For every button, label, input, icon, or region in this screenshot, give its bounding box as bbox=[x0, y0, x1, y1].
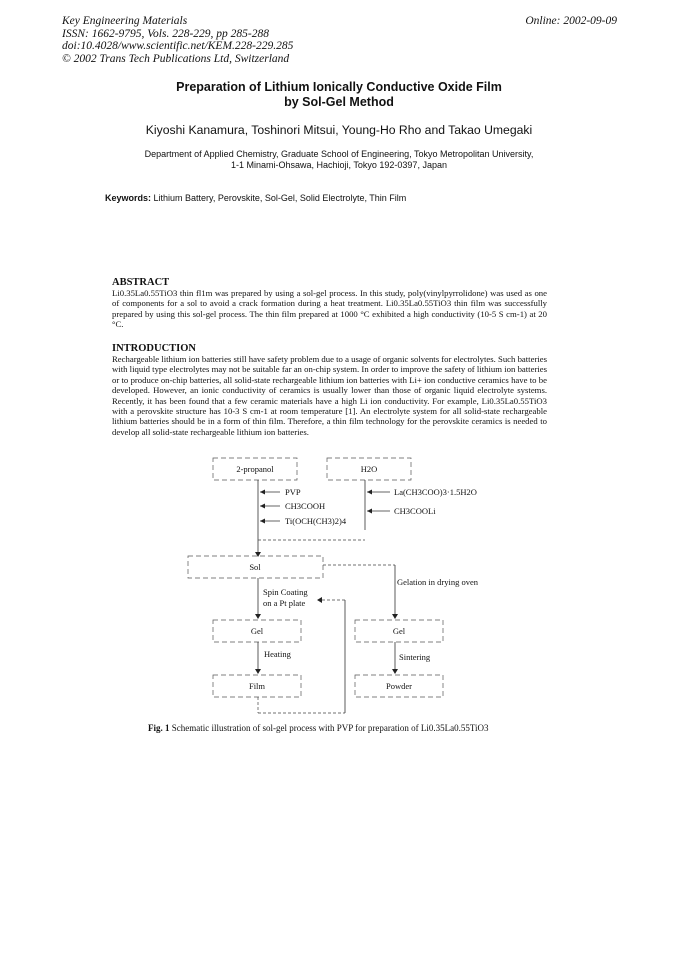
li-label: CH3COOLi bbox=[394, 506, 436, 516]
keywords bbox=[105, 193, 406, 203]
keywords-list: Lithium Battery, Perovskite, Sol-Gel, Solid Electrolyte, Thin Film bbox=[153, 193, 407, 203]
affiliation-line-1: Department of Applied Chemistry, Graduate School of Engineering, Tokyo Metropolitan University, bbox=[144, 149, 534, 159]
li-arrowhead bbox=[367, 509, 372, 514]
figure-caption-label: Fig. 1 bbox=[148, 723, 170, 733]
arrow-to-gel-right bbox=[392, 614, 398, 619]
abstract-body: Li0.35La0.55TiO3 thin fl1m was prepared by using a sol-gel process. In this study, poly(vinylpyrrolidone) was used as one of components for a sol to avoid a crack formation during a heat treatment. Li0.35La0.55TiO3 thin film was successfully prepared by using this sol-gel process. The thin film prepared at 1000 °C exhibited a high conductivity (10-5 S cm-1) at 20 °C. bbox=[112, 288, 547, 330]
arrow-to-gel-left bbox=[255, 614, 261, 619]
paper-title bbox=[0, 80, 678, 110]
figure-caption bbox=[148, 723, 489, 733]
gel-left-box bbox=[213, 620, 301, 642]
online-date: Online: 2002-09-09 bbox=[525, 15, 617, 27]
doi-line: doi:10.4028/www.scientific.net/KEM.228-229.285 bbox=[62, 40, 294, 52]
gel-right-box bbox=[355, 620, 443, 642]
title-line-2: by Sol-Gel Method bbox=[284, 95, 394, 109]
water-label: H2O bbox=[360, 464, 378, 474]
sol-box bbox=[188, 556, 323, 578]
gel-right-label: Gel bbox=[392, 626, 406, 636]
sintering-label: Sintering bbox=[399, 652, 431, 662]
film-box bbox=[213, 675, 301, 697]
title-line-1: Preparation of Lithium Ionically Conductive Oxide Film bbox=[176, 80, 502, 94]
ti-label: Ti(OCH(CH3)2)4 bbox=[285, 516, 347, 526]
abstract-heading: ABSTRACT bbox=[112, 277, 170, 288]
arrow-to-powder bbox=[392, 669, 398, 674]
pvp-arrowhead bbox=[260, 490, 265, 495]
authors: Kiyoshi Kanamura, Toshinori Mitsui, Young-Ho Rho and Takao Umegaki bbox=[145, 123, 533, 137]
figure-caption-text: Schematic illustration of sol-gel process with PVP for preparation of Li0.35La0.55TiO3 bbox=[171, 723, 489, 733]
spin-coating-label: Spin Coating bbox=[263, 587, 308, 597]
ti-arrowhead bbox=[260, 519, 265, 524]
gelation-label: Gelation in drying oven bbox=[397, 577, 478, 587]
journal-name: Key Engineering Materials bbox=[62, 15, 188, 27]
propanol-label: 2-propanol bbox=[236, 464, 274, 474]
affiliation-line-2: 1-1 Minami-Ohsawa, Hachioji, Tokyo 192-0397, Japan bbox=[231, 160, 447, 170]
introduction-body: Rechargeable lithium ion batteries still have safety problem due to a usage of organic solvents for electrolytes. Such batteries with liquid type electrolytes may not be suitable far an on-chip system. In order to improve the safety of lithium ion batteries or to produce on-chip batteries, all solid-state rechargeable lithium ion batteries with Li+ ion conductive ceramics have to be developed. However, an ionic conductivity of ceramics is usually lower than those of organic liquid electrolyte systems. Recently, it has been found that a few ceramic materials have a high Li ion conductivity. For example, Li0.35La0.55TiO3 with a perovskite structure has 10-3 S cm-1 at room temperature [1]. An electrolyte system for all solid-state rechargeable lithium batteries should be in a form of thin film. Therefore, a thin film technology for the perovskite ceramics is needed to develop all solid-state rechargeable lithium ion batteries. bbox=[112, 354, 547, 437]
arrow-to-film bbox=[255, 669, 261, 674]
la-arrowhead bbox=[367, 490, 372, 495]
powder-box bbox=[355, 675, 443, 697]
propanol-box bbox=[213, 458, 297, 480]
film-label: Film bbox=[248, 681, 266, 691]
la-label: La(CH3COO)3·1.5H2O bbox=[394, 487, 477, 497]
introduction-heading: INTRODUCTION bbox=[112, 343, 197, 354]
water-box bbox=[327, 458, 411, 480]
gel-left-label: Gel bbox=[250, 626, 264, 636]
arrow-to-sol bbox=[255, 552, 261, 557]
copyright-line: © 2002 Trans Tech Publications Ltd, Switzerland bbox=[62, 52, 290, 65]
pvp-label: PVP bbox=[285, 487, 301, 497]
abstract-section bbox=[112, 277, 547, 330]
issn-line: ISSN: 1662-9795, Vols. 228-229, pp 285-288 bbox=[62, 27, 269, 40]
sol-label: Sol bbox=[249, 562, 261, 572]
powder-label: Powder bbox=[386, 681, 412, 691]
keywords-label: Keywords: bbox=[105, 193, 152, 203]
arrow-to-spin bbox=[317, 597, 322, 603]
pt-plate-label: on a Pt plate bbox=[263, 598, 306, 608]
affiliation bbox=[0, 149, 678, 171]
introduction-section bbox=[112, 343, 547, 437]
heating-label: Heating bbox=[264, 649, 291, 659]
journal-header bbox=[62, 15, 617, 65]
acetic-label: CH3COOH bbox=[285, 501, 326, 511]
acetic-arrowhead bbox=[260, 504, 265, 509]
